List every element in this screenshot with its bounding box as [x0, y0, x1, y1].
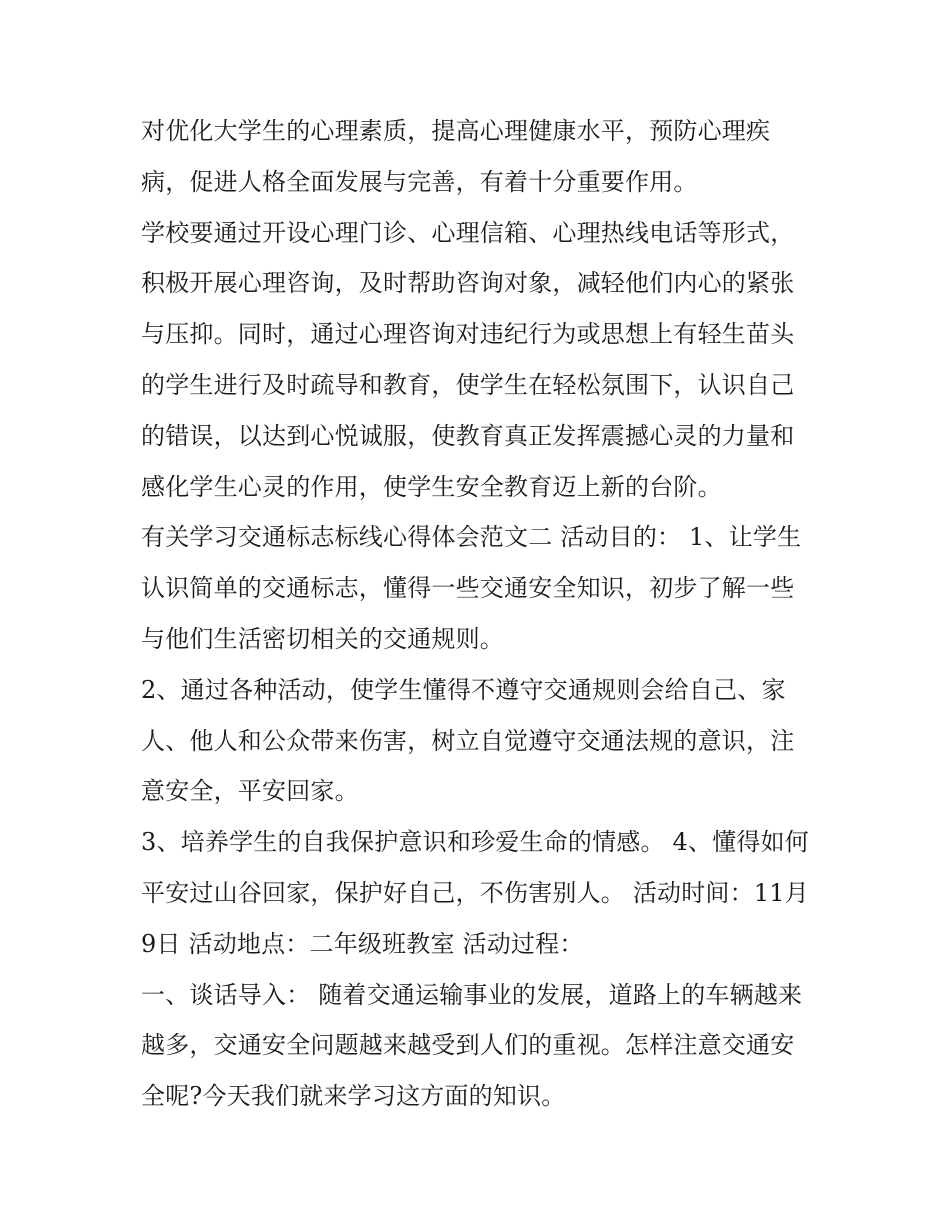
paragraph-5: 3、培养学生的自我保护意识和珍爱生命的情感。 4、懂得如何平安过山谷回家，保护好自己，不伤害别人。 活动时间：11月9日 活动地点：二年级班教室 活动过程： — [141, 828, 809, 958]
paragraph-6: 一、谈话导入： 随着交通运输事业的发展，道路上的车辆越来越多，交通安全问题越来越受到人们的重视。怎样注意交通安全呢?今天我们就来学习这方面的知识。 — [141, 980, 803, 1111]
paragraph-4: 2、通过各种活动，使学生懂得不遵守交通规则会给自己、家人、他人和公众带来伤害，树立自觉遵守交通法规的意识，注意安全，平安回家。 — [141, 675, 795, 806]
paragraph-2: 学校要通过开设心理门诊、心理信箱、心理热线电话等形式，积极开展心理咨询，及时帮助咨询对象，减轻他们内心的紧张与压抑。同时，通过心理咨询对违纪行为或思想上有轻生苗头的学生进行及时疏导和教育，使学生在轻松氛围下，认识自己的错误，以达到心悦诚服，使教育真正发挥震撼心灵的力量和感化学生心灵的作用，使学生安全教育迈上新的台阶。 — [141, 218, 795, 501]
paragraph-1: 对优化大学生的心理素质，提高心理健康水平，预防心理疾病，促进人格全面发展与完善，有着十分重要作用。 — [141, 117, 771, 196]
paragraph-3: 有关学习交通标志标线心得体会范文二 活动目的： 1、让学生认识简单的交通标志，懂得一些交通安全知识，初步了解一些与他们生活密切相关的交通规则。 — [141, 523, 802, 653]
document-body — [141, 106, 813, 1122]
